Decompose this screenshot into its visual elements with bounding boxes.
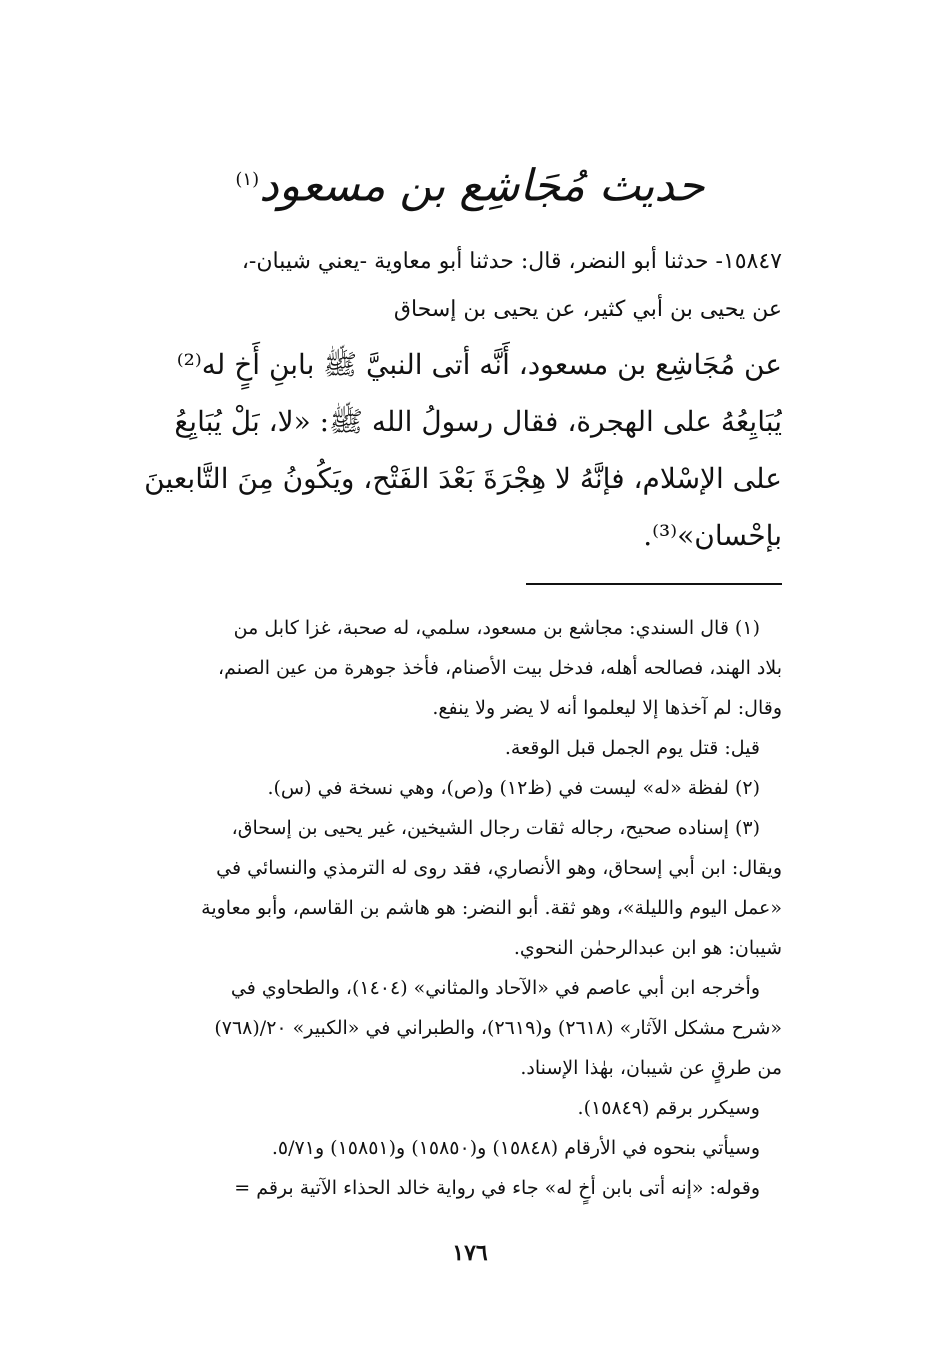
isnad-line: ١٥٨٤٧- حدثنا أبو النضر، قال: حدثنا أبو معاوية -يعني شيبان-،	[241, 249, 782, 274]
footnote-line: (٢) لفظة «له» ليست في (ظ١٢) و(ص)، وهي نسخة في (س).	[267, 777, 760, 799]
title-text: حديث مُجَاشِع بن مسعود	[259, 160, 705, 212]
footnote-line: وقوله: «إنه أتى بابن أخٍ له» جاء في رواية خالد الحذاء الآتية برقم =	[234, 1177, 760, 1199]
matn-line: يُبَايِعُهُ على الهجرة، فقال رسولُ الله ﷺ: «لا، بَلْ يُبَايِعُ	[174, 405, 782, 438]
footnote-line: بلاد الهند، فصالحه أهله، فدخل بيت الأصنام، فأخذ جوهرة من عين الصنم،	[217, 657, 782, 679]
footnote-line: «شرح مشكل الآثار» (٢٦١٨) و(٢٦١٩)، والطبراني في «الكبير» ٢٠/(٧٦٨)	[214, 1017, 782, 1039]
footnote-line: (٣) إسناده صحيح، رجاله ثقات رجال الشيخين، غير يحيى بن إسحاق،	[231, 817, 760, 839]
footnote-line: (١) قال السندي: مجاشع بن مسعود، سلمي، له صحبة، غزا كابل من	[233, 617, 760, 639]
matn-paragraph	[78, 336, 782, 564]
footnote-separator	[526, 583, 782, 585]
matn-line: على الإسْلام، فإنَّهُ لا هِجْرَةَ بَعْدَ الفَتْح، ويَكُونُ مِنَ التَّابعينَ	[144, 462, 782, 495]
footnote-line: وقال: لم آخذها إلا ليعلموا أنه لا يضر ولا ينفع.	[432, 697, 782, 719]
footnotes	[78, 608, 782, 1208]
footnote-line: ويقال: ابن أبي إسحاق، وهو الأنصاري، فقد روى له الترمذي والنسائي في	[216, 857, 782, 879]
footnote-line: من طرقٍ عن شيبان، بهٰذا الإسناد.	[520, 1057, 782, 1079]
footnote-line: وأخرجه ابن أبي عاصم في «الآحاد والمثاني» (١٤٠٤)، والطحاوي في	[230, 977, 760, 999]
title-footnote-marker: (١)	[235, 169, 260, 190]
footnote-line: «عمل اليوم والليلة»، وهو ثقة. أبو النضر: هو هاشم بن القاسم، وأبو معاوية	[201, 897, 782, 919]
footnote-line: شيبان: هو ابن عبدالرحمٰن النحوي.	[513, 937, 782, 959]
hadith-title	[120, 150, 820, 217]
footnote-line: قيل: قتل يوم الجمل قبل الوقعة.	[504, 737, 760, 759]
footnote-line: وسيأتي بنحوه في الأرقام (١٥٨٤٨) و(١٥٨٥٠) و(١٥٨٥١) و٥/٧١.	[271, 1137, 760, 1159]
footnote-line: وسيكرر برقم (١٥٨٤٩).	[577, 1097, 760, 1119]
isnad-paragraph	[78, 238, 782, 334]
isnad-line: عن يحيى بن أبي كثير، عن يحيى بن إسحاق	[393, 297, 782, 322]
matn-line: بإحْسان»⁽³⁾.	[643, 519, 782, 552]
matn-line: عن مُجَاشِع بن مسعود، أَنَّه أتى النبيَّ ﷺ بابنِ أَخٍ له⁽²⁾	[176, 348, 782, 381]
page-number: ١٧٦	[452, 1240, 488, 1266]
